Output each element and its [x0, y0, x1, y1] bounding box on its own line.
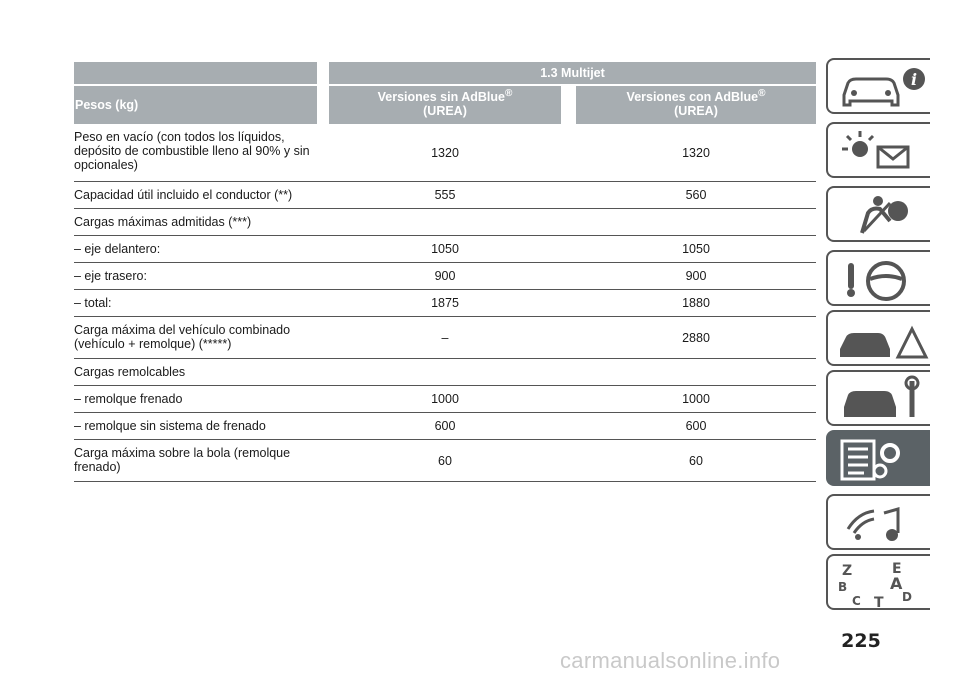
svg-text:E: E	[892, 561, 902, 577]
value-without-adblue: 555	[434, 188, 456, 202]
table-row	[74, 440, 816, 482]
with-adblue-column-header	[576, 86, 816, 124]
table-row	[74, 236, 816, 263]
tab-maintenance[interactable]	[826, 370, 930, 426]
tab-safety[interactable]	[826, 186, 930, 242]
table-row	[74, 317, 816, 359]
header-line: Versiones con AdBlue	[626, 90, 759, 104]
alphabetical-index-icon	[834, 559, 930, 607]
car-info-icon	[834, 63, 930, 111]
tab-starting-driving[interactable]	[826, 250, 930, 306]
svg-text:i: i	[910, 70, 918, 89]
tab-multimedia[interactable]	[826, 494, 930, 550]
row-label: Cargas máximas admitidas (***)	[74, 215, 252, 229]
table-row	[74, 209, 816, 236]
row-label: – eje trasero:	[74, 269, 147, 283]
table-row	[74, 263, 816, 290]
tab-warning-lights[interactable]	[826, 122, 930, 178]
svg-text:D: D	[902, 590, 912, 604]
multimedia-icon	[834, 499, 930, 547]
value-without-adblue: 600	[434, 419, 456, 433]
row-label: – remolque sin sistema de frenado	[74, 419, 266, 433]
watermark: carmanualsonline.info	[560, 648, 781, 673]
engine-group-header: 1.3 Multijet	[329, 62, 816, 84]
row-label: Capacidad útil incluido el conductor (**)	[74, 188, 293, 202]
without-adblue-column-header	[329, 86, 561, 124]
value-with-adblue: 600	[685, 419, 707, 433]
value-with-adblue: 1320	[682, 146, 710, 160]
value-without-adblue: 60	[438, 454, 452, 468]
value-without-adblue: 1875	[431, 296, 459, 310]
value-with-adblue: 1050	[682, 242, 710, 256]
tab-emergency[interactable]	[826, 310, 930, 366]
row-label: Carga máxima del vehículo combinado (vehículo + remolque) (*****)	[74, 323, 291, 351]
value-with-adblue: 2880	[682, 331, 710, 345]
row-label: Cargas remolcables	[74, 365, 186, 379]
header-spacer	[74, 62, 317, 84]
row-label: Carga máxima sobre la bola (remolque frenado)	[74, 446, 291, 474]
value-with-adblue: 1000	[682, 392, 710, 406]
value-without-adblue: 1000	[431, 392, 459, 406]
value-without-adblue: –	[441, 331, 449, 345]
svg-text:T: T	[874, 595, 884, 607]
value-with-adblue: 560	[685, 188, 707, 202]
value-with-adblue: 60	[689, 454, 703, 468]
specs-table	[74, 62, 816, 482]
table-row	[74, 359, 816, 386]
warning-lights-icon	[834, 127, 930, 175]
table-row	[74, 182, 816, 209]
row-label: – eje delantero:	[74, 242, 161, 256]
airbag-safety-icon	[834, 191, 930, 239]
tab-car-info[interactable]	[826, 58, 930, 114]
table-column-header-row	[74, 86, 816, 124]
svg-text:C: C	[852, 594, 861, 607]
header-line: Versiones sin AdBlue	[377, 90, 505, 104]
weights-column-header: Pesos (kg)	[74, 86, 317, 124]
tab-technical-data[interactable]	[826, 430, 930, 486]
table-row	[74, 124, 816, 182]
page-number: 225	[841, 630, 881, 652]
row-label: – total:	[74, 296, 112, 310]
header-line: (UREA)	[674, 104, 718, 118]
technical-data-icon	[834, 435, 930, 483]
row-label: Peso en vacío (con todos los líquidos, depósito de combustible lleno al 90% y sin opcionales)	[74, 130, 310, 172]
row-label: – remolque frenado	[74, 392, 183, 406]
table-row	[74, 413, 816, 440]
table-row	[74, 290, 816, 317]
table-group-header-row	[74, 62, 816, 84]
table-row	[74, 386, 816, 413]
value-with-adblue: 900	[685, 269, 707, 283]
svg-text:Z: Z	[842, 563, 853, 579]
car-maintenance-icon	[834, 375, 930, 423]
value-without-adblue: 1050	[431, 242, 459, 256]
steering-wheel-key-icon	[834, 255, 930, 303]
emergency-car-icon	[834, 315, 930, 363]
svg-text:B: B	[838, 580, 848, 594]
value-without-adblue: 1320	[431, 146, 459, 160]
tab-index[interactable]	[826, 554, 930, 610]
value-without-adblue: 900	[434, 269, 456, 283]
header-line: (UREA)	[423, 104, 467, 118]
table-body	[74, 124, 816, 482]
svg-text:A: A	[890, 574, 903, 593]
registered-mark: ®	[504, 87, 513, 99]
registered-mark: ®	[758, 87, 766, 99]
value-with-adblue: 1880	[682, 296, 710, 310]
